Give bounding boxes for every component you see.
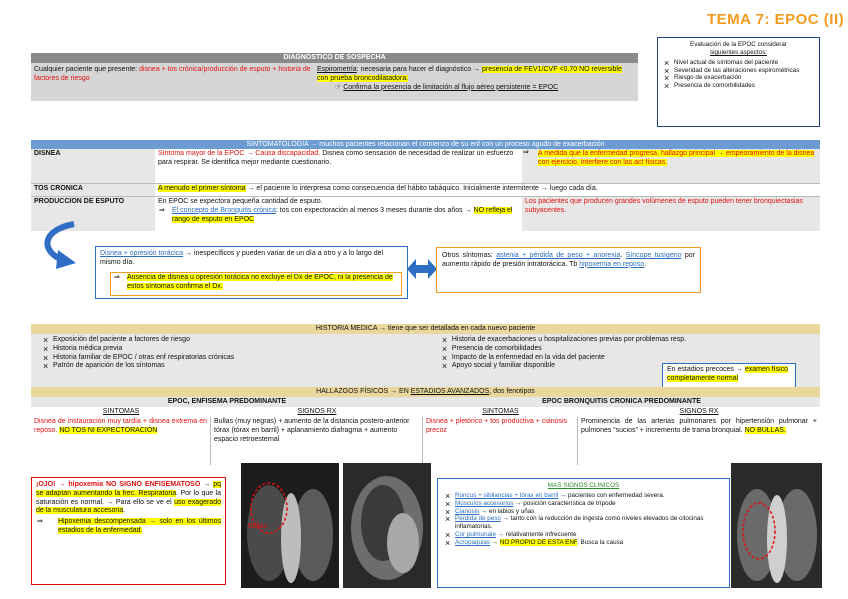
enf-sintomas — [31, 417, 211, 465]
disnea-label: DISNEA — [31, 149, 155, 183]
xray-illustration — [343, 463, 431, 588]
arrow-right-icon: ⇒ — [114, 274, 120, 281]
espiro-label: Espirometría — [317, 66, 357, 73]
esputo-text: En EPOC se expectora pequeña cantidad de esputo. — [158, 198, 323, 205]
bron-sintomas: Disnea + pletórico + tos productiva + cianosis precoz — [423, 417, 578, 465]
signo-text: → posición característica de trípode — [513, 499, 616, 507]
list-item: × Historia de exacerbaciones u hospitalizaciones previas por problemas resp. — [440, 336, 820, 345]
espiro-highlight: presencia de FEV1/CVF <0.70 NO reversible con prueba broncodilatadora. — [317, 66, 622, 82]
sintomatologia-header: SINTOMATOLOGÍA → muchos pacientes relacionan el comienzo de su enf con un proceso agudo de exacerbación — [31, 140, 820, 149]
otros-mid: . — [620, 252, 626, 259]
mas-signos-list — [443, 492, 724, 547]
confirm-text: Confirma la presencia de limitación al flujo aéreo persistente = EPOC — [343, 83, 559, 91]
signo-link[interactable]: Acropaquias — [455, 539, 491, 547]
disnea-box-highlight: Ausencia de disnea u opresión torácica no excluye el Dx de EPOC, ni la presencia de estos síntomas confirma el Dx. — [127, 274, 393, 290]
esputo-sub: : tos con expectoración al menos 3 meses durante dos años → — [275, 206, 474, 214]
signo-text: → pacientes con enfermedad severa. — [558, 491, 665, 499]
otros-text: por aumento rápido de presión intratorácica. Tb — [442, 252, 695, 268]
xray-illustration — [731, 463, 822, 588]
eval-heading: Evaluación de la EPOC considerar — [690, 41, 787, 48]
ojo-t1: → — [200, 481, 214, 488]
disnea-red: Síntoma mayor de la EPOC → Causa discapacidad. — [158, 150, 321, 157]
otros-link-2[interactable]: Síncope tusígeno — [625, 252, 682, 259]
list-item — [443, 531, 724, 539]
list-item: × Impacto de la enfermedad en la vida del paciente — [440, 354, 820, 363]
list-item: × Presencia de comorbilidades — [662, 82, 815, 90]
signo-link[interactable]: Roncus + sibilancias + tórax en barril — [455, 491, 559, 499]
list-item — [443, 492, 724, 500]
list-item — [443, 515, 724, 531]
enf-sint-hl: NO TOS NI EXPECTORACIÓN — [59, 426, 158, 434]
disnea-box-note — [110, 272, 402, 296]
signo-hl: NO PROPIO DE ESTA ENF — [499, 539, 578, 547]
tos-text: → el paciente lo interpresa como consecuencia del hábito tabáquico. Inicialmente intermitente → luego cada día. — [245, 185, 598, 192]
otros-prefix: Otros síntomas: — [442, 252, 497, 259]
diagnostico-header: DIAGNÓSTICO DE SOSPECHA — [31, 53, 638, 63]
signo-text: → tanto con la reducción de ingesta como niveles elevados de citocinas inflamatorias. — [455, 515, 704, 531]
hallazgos-header — [31, 387, 820, 397]
ojo-hl1: pq se adaptan aumentando la frec. Respiratoria — [36, 481, 221, 497]
double-arrow-icon — [407, 257, 437, 281]
disnea-box-text: → inespecíficos y pueden variar de un día a otro y a lo largo del mismo día. — [100, 250, 384, 266]
mas-signos-box — [437, 478, 730, 588]
esputo-label: PRODUCCION DE ESPUTO — [31, 197, 155, 231]
hallazgos-header-b: , dos fenotipos — [489, 388, 535, 395]
bron-sintomas-title: SINTOMAS — [482, 408, 519, 415]
otros-link-3[interactable]: hipoxemia en reposo — [579, 260, 645, 268]
tos-desc — [155, 184, 820, 196]
diagnostico-section — [31, 53, 638, 101]
xray-image-1 — [241, 463, 339, 588]
precoces-text: En estadios precoces → — [667, 366, 745, 373]
esputo-right: Los pacientes que producen grandes volúmenes de esputo pueden tener bronquiectasias subyacentes. — [522, 197, 820, 231]
enf-signos-title: SIGNOS RX — [297, 408, 337, 415]
bron-rx-text: Prominencia de las arterias pulmonares por hipertensión pulmonar + pulmones “sucios” + incremento de trama bronquial. — [581, 418, 817, 434]
disnea-desc — [155, 149, 522, 183]
tos-highlight: A menudo el primer síntoma — [158, 185, 246, 192]
list-item: × Severidad de las alteraciones espirométricas — [662, 67, 815, 75]
bron-rx-hl: NO BULLAS. — [744, 426, 786, 434]
espiro-text: : necesaria para hacer el diagnóstico → — [356, 66, 482, 73]
page-title: TEMA 7: EPOC (II) — [707, 11, 845, 28]
bronquitis-title: EPOC BRONQUITIS CRONICA PREDOMINANTE — [542, 398, 701, 405]
curved-arrow-icon — [32, 220, 102, 270]
list-item — [443, 500, 724, 508]
list-item: × Historia familiar de EPOC / otras enf respiratorias crónicas — [41, 354, 440, 363]
xray-image-2 — [343, 463, 431, 588]
signo-text: → — [490, 539, 500, 547]
list-item: × Riesgo de exacerbación — [662, 74, 815, 82]
list-item: × Nivel actual de síntomas del paciente — [662, 59, 815, 67]
historia-left-list — [31, 336, 440, 388]
list-item — [443, 508, 724, 516]
diag-prefix: Cualquier paciente que presente: — [34, 66, 140, 73]
signo-link[interactable]: Músculos accesorios — [455, 499, 514, 507]
xray-image-3 — [731, 463, 822, 588]
evaluation-box — [657, 37, 820, 127]
ojo-t2: . Por lo que la saturación es normal. → Para ello se ve el — [36, 489, 221, 506]
enf-signos: Bullas (muy negras) + aumento de la distancia postero-anterior tórax (tórax en barril) + aplanamiento diafragma + aumento espacio retroesternal — [211, 417, 423, 465]
esputo-link[interactable]: El concepto de Bronquitis crónica — [172, 206, 276, 214]
historia-header: HISTORIA MEDICA → tiene que ser detallada en cada nuevo paciente — [31, 324, 820, 334]
diagnostico-right — [314, 63, 638, 101]
list-item — [443, 539, 724, 547]
list-item: × Exposición del paciente a factores de riesgo — [41, 336, 440, 345]
ojo-red: ¡OJO! → hipoxemia NO SIGNO ENFISEMATOSO — [36, 481, 201, 488]
ojo-box — [31, 477, 226, 585]
signo-text: → relativamente infrecuente — [495, 531, 577, 539]
tos-label: TOS CRONICA — [31, 184, 155, 196]
disnea-right-text: A medida que la enfermedad progresa, hallazgo principal → empeoramiento de la disnea con ejercicio, interfiere con las act físicas. — [538, 150, 815, 166]
signo-link[interactable]: Cor pulmonale — [455, 531, 496, 539]
disnea-box-link[interactable]: Disnea + opresión torácica — [100, 250, 184, 257]
bullas-label: Bullas — [248, 523, 268, 530]
list-item: × Apoyo social y familiar disponible — [440, 362, 820, 371]
hallazgos-header-a: HALLAZGOS FÍSICOS → EN — [316, 388, 411, 395]
disnea-right — [522, 149, 820, 183]
list-item: × Patrón de aparición de los síntomas — [41, 362, 440, 371]
bron-signos-title: SIGNOS RX — [679, 408, 719, 415]
ojo-hl2: uso exagerado de la musculatura accesoria — [36, 498, 221, 515]
signo-end: . Busca la causa — [577, 539, 624, 547]
enf-sint-red: Disnea de instauración muy tardía + disnea extrema en reposo. — [34, 418, 207, 434]
enf-sintomas-title: SINTOMAS — [102, 408, 140, 415]
bron-signos — [578, 417, 820, 465]
diagnostico-left — [31, 63, 314, 101]
mas-signos-heading: MAS SIGNOS CLINICOS — [547, 482, 620, 489]
eval-list — [662, 59, 815, 90]
enfisema-title: EPOC, ENFISEMA PREDOMINANTE — [167, 398, 287, 405]
disnea-text: Disnea como sensación de necesidad de realizar un esfuerzo para respirar. Se identifica mejor mediante cuestionario. — [158, 150, 514, 166]
signo-link[interactable]: Pérdida de peso — [455, 515, 501, 523]
list-item: × Presencia de comorbilidades — [440, 345, 820, 354]
otros-end: . — [644, 260, 647, 268]
sintomatologia-section — [31, 140, 820, 231]
eval-subheading: siguientes aspectos: — [709, 48, 768, 56]
precoces-highlight: examen físico completamente normal — [667, 366, 789, 382]
pointer-icon: ☞ — [335, 83, 342, 91]
otros-sintomas-box — [436, 247, 701, 293]
otros-link-1[interactable]: astenia + pérdida de peso + anorexia — [496, 252, 621, 259]
hallazgos-header-u: ESTADIOS AVANZADOS — [410, 388, 490, 395]
disnea-box — [95, 246, 408, 299]
signo-text: → en labios y uñas — [479, 507, 535, 515]
ojo-t3: . — [123, 507, 126, 515]
ojo-hl3: Hipoxemia descompensada → solo en los últimos estadios de la enfermedad. — [58, 518, 221, 534]
diag-red-text: disnea + tos crónica/producción de esputo + historia de factores de riesgo — [34, 66, 311, 82]
hallazgos-section — [31, 387, 820, 465]
list-item: × Historia médica previa — [41, 345, 440, 354]
esputo-desc — [155, 197, 522, 231]
signo-link[interactable]: Cianosis — [455, 507, 480, 515]
esputo-highlight: NO refleja el rango de esputo en EPOC — [172, 206, 513, 223]
